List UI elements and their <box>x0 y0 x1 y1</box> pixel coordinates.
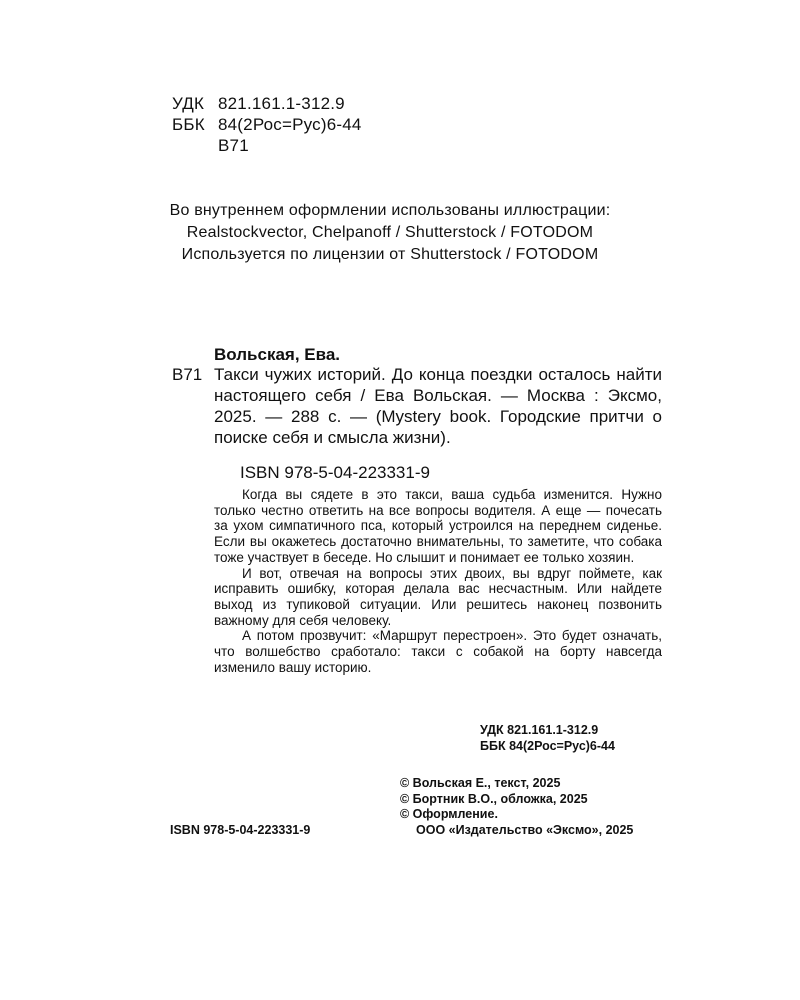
record-author-code: В71 <box>172 365 203 384</box>
udk-label: УДК <box>172 94 205 113</box>
bbk-value: 84(2Рос=Рус)6-44 <box>218 115 362 134</box>
classification-block <box>172 93 362 156</box>
credits-line-2: Realstockvector, Chelpanoff / Shutterstock / FOTODOM <box>186 224 594 241</box>
author-code-row <box>172 135 362 156</box>
bbk-code: ББК 84(2Рос=Рус)6-44 <box>480 739 615 753</box>
credits-line-3: Используется по лицензии от Shutterstock / FOTODOM <box>181 246 599 263</box>
udk-row <box>172 93 362 114</box>
classification-codes-bottom <box>480 722 666 754</box>
udk-value: 821.161.1-312.9 <box>218 94 345 113</box>
record-description: Такси чужих историй. До конца поездки осталось найти настоящего себя / Ева Вольская. — Москва : Эксмо, 2025. — 288 с. — (Mystery book. Городские притчи о поиске себя и смысла жизни). <box>214 365 662 447</box>
annotation-paragraph: И вот, отвечая на вопросы этих двоих, вы вдруг поймете, как исправить ошибку, которая делала вас несчастным. Или найдете выход из тупиковой ситуации. Или решитесь наконец позвонить важному для себя человеку. <box>214 565 662 628</box>
annotation <box>214 487 662 675</box>
copyright-line: © Вольская Е., текст, 2025 <box>400 776 561 790</box>
illustration-credits <box>150 200 630 266</box>
copyright-line: © Бортник В.О., обложка, 2025 <box>400 791 588 806</box>
credits-line-1: Во внутреннем оформлении использованы иллюстрации: <box>169 202 611 219</box>
isbn-bottom: ISBN 978-5-04-223331-9 <box>170 823 311 837</box>
annotation-paragraph: А потом прозвучит: «Маршрут перестроен». Это будет означать, что волшебство сработало: такси с собакой на борту навсегда изменило вашу историю. <box>214 628 662 675</box>
copyright-line: © Оформление. <box>400 807 498 822</box>
bbk-row <box>172 114 362 135</box>
record-author: Вольская, Ева. <box>214 345 341 364</box>
udk-code: УДК 821.161.1-312.9 <box>480 723 599 737</box>
annotation-paragraph: Когда вы сядете в это такси, ваша судьба изменится. Нужно только честно ответить на все вопросы водителя. А еще — почесать за ухом симпатичного пса, который устроился на переднем сиденье. Если вы окажетесь достаточно внимательны, то заметите, что собака тоже участвует в беседе. Но слышит и понимает ее только хозяин. <box>214 487 662 565</box>
publisher-line: ООО «Издательство «Эксмо», 2025 <box>416 822 634 837</box>
record-isbn: ISBN 978-5-04-223331-9 <box>240 463 430 482</box>
bbk-label: ББК <box>172 115 205 134</box>
copyright-block <box>400 776 662 838</box>
author-code: В71 <box>218 136 249 155</box>
